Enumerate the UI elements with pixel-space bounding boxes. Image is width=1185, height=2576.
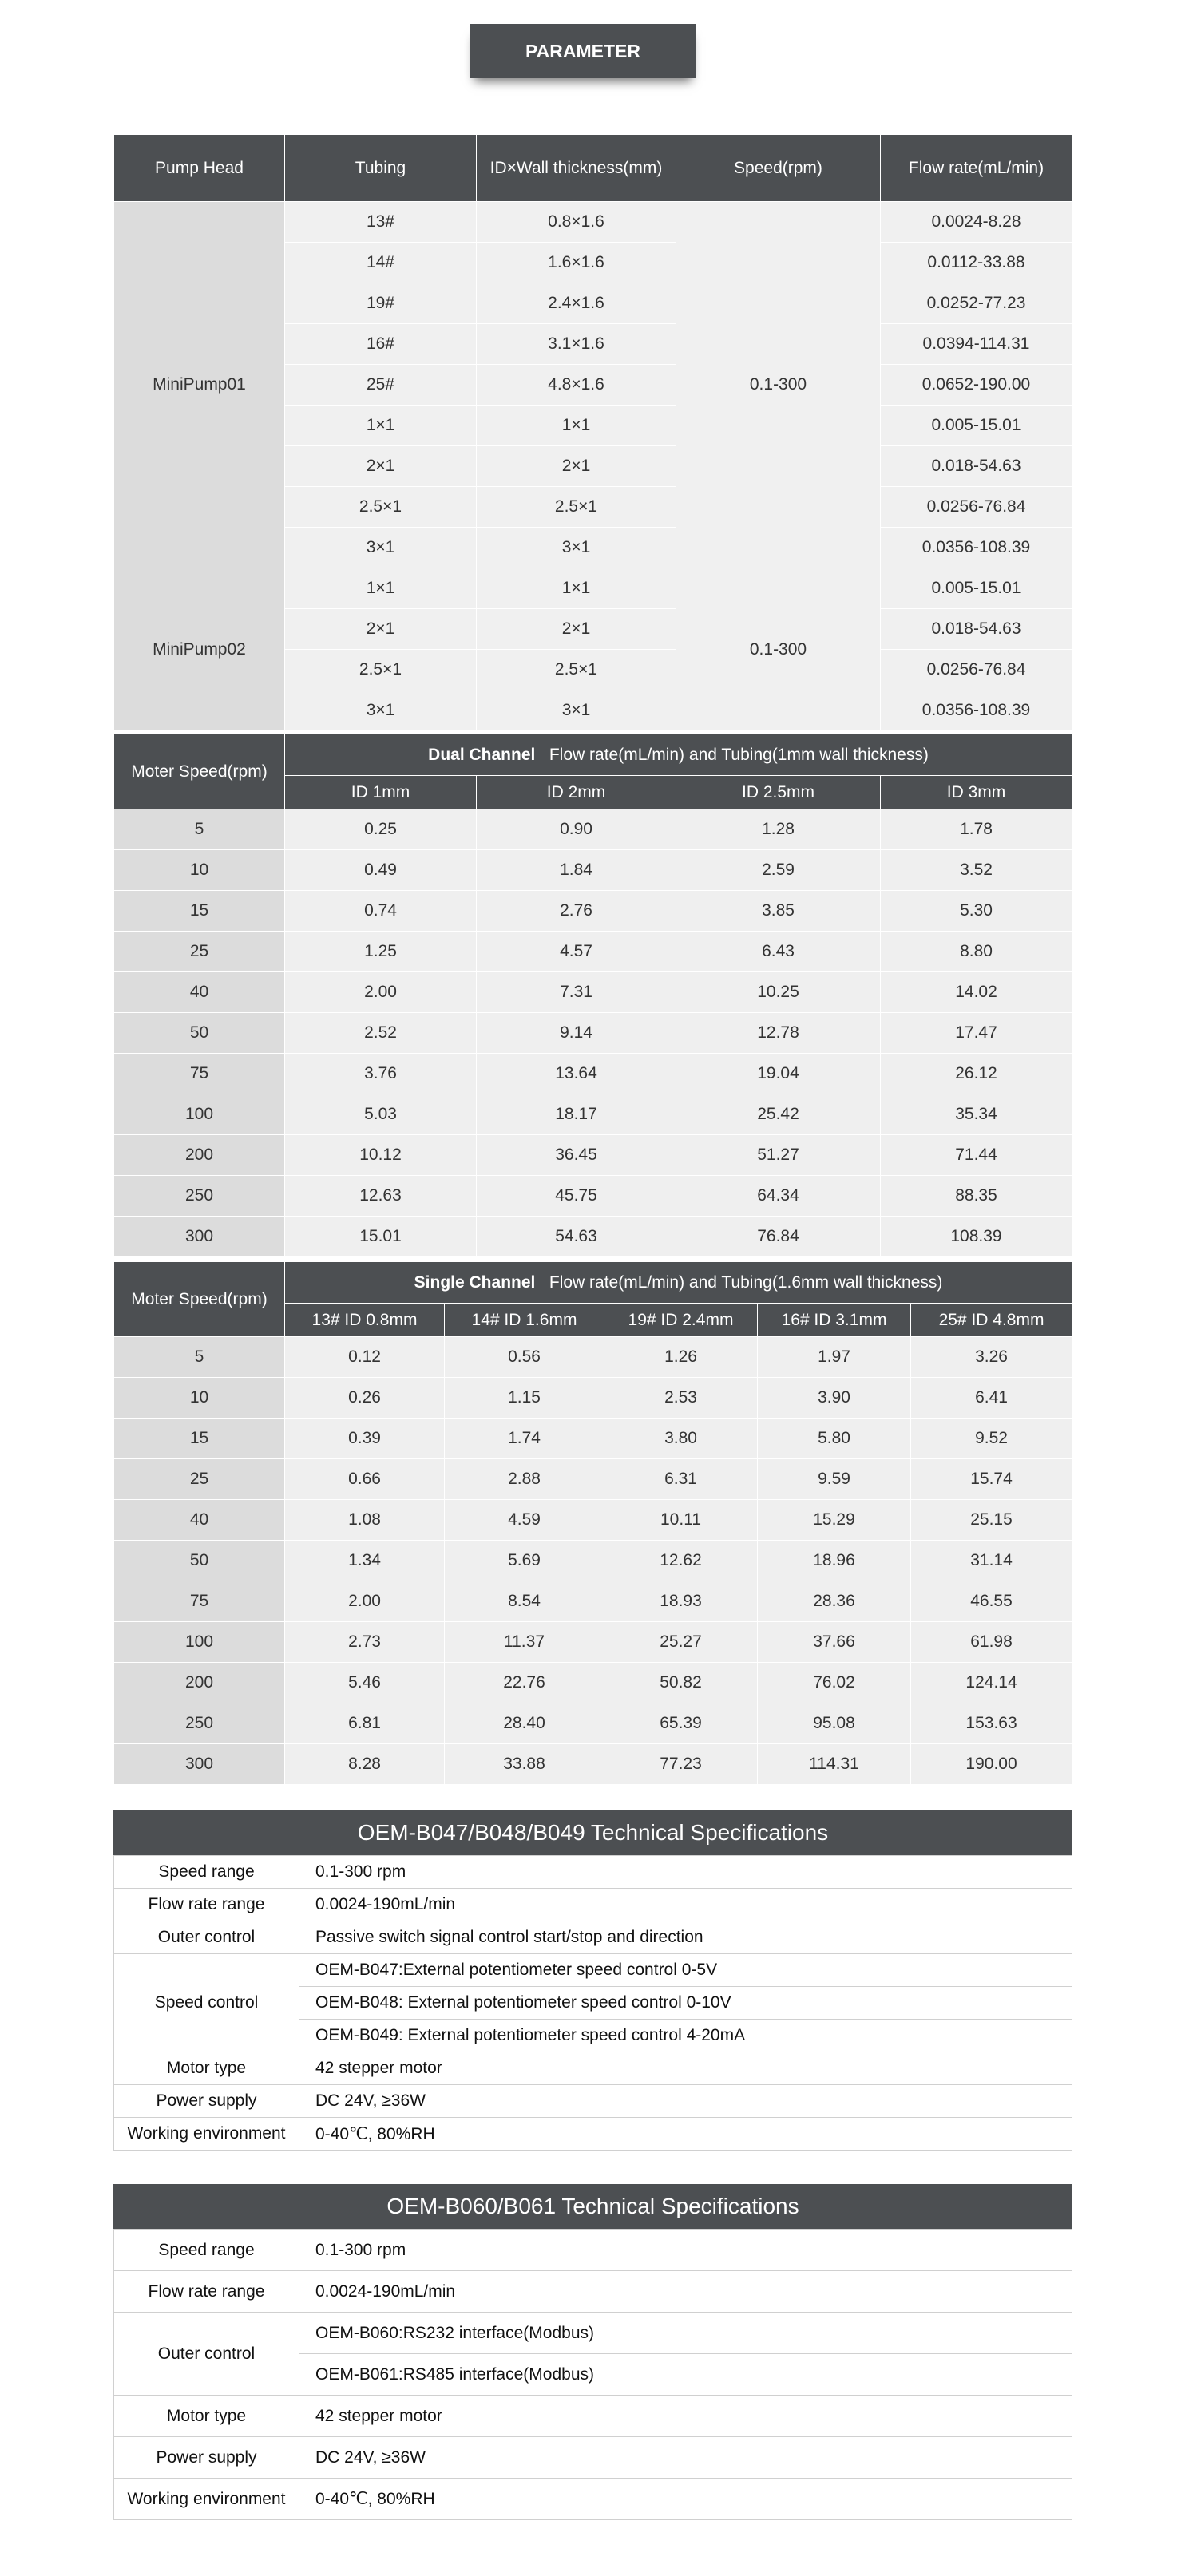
table-row: [114, 1094, 1072, 1135]
flow-rate-cell: 5.30: [881, 891, 1072, 932]
spec-value-speed-control-b049: OEM-B049: External potentiometer speed control 4-20mA: [299, 2020, 1072, 2052]
dimension-cell: 1×1: [477, 568, 676, 609]
header-tubing: Tubing: [285, 135, 477, 202]
flow-rate-cell: 12.62: [604, 1541, 758, 1581]
table-row: [114, 850, 1072, 891]
flow-rate-cell: 3.80: [604, 1419, 758, 1459]
table-row: [114, 1744, 1072, 1785]
flow-rate-cell: 0.25: [285, 809, 477, 850]
flow-rate-cell: 2.88: [445, 1459, 604, 1500]
dimension-cell: 3×1: [477, 690, 676, 731]
motor-speed-cell: 250: [114, 1703, 285, 1744]
flow-rate-cell: 18.17: [477, 1094, 676, 1135]
spec-label-outer-control: Outer control: [114, 2313, 299, 2396]
spec-value-motor-type: 42 stepper motor: [299, 2052, 1072, 2085]
flow-rate-cell: 15.29: [758, 1500, 911, 1541]
flow-rate-cell: 3.26: [911, 1337, 1072, 1378]
motor-speed-cell: 75: [114, 1054, 285, 1094]
flow-rate-cell: 15.74: [911, 1459, 1072, 1500]
motor-speed-cell: 15: [114, 1419, 285, 1459]
header-flow-rate: Flow rate(mL/min): [881, 135, 1072, 202]
flow-rate-cell: 19.04: [676, 1054, 881, 1094]
spec-title: OEM-B047/B048/B049 Technical Specifications: [113, 1810, 1072, 1855]
spec-label-working-environment: Working environment: [114, 2479, 299, 2520]
spec-value-outer-control-b061: OEM-B061:RS485 interface(Modbus): [299, 2354, 1072, 2396]
flow-rate-cell: 64.34: [676, 1176, 881, 1217]
tubing-cell: 2.5×1: [285, 487, 477, 528]
spec-label-speed-range: Speed range: [114, 2230, 299, 2271]
pump-head-name: MiniPump01: [114, 202, 285, 568]
motor-speed-cell: 200: [114, 1135, 285, 1176]
spec-label-flow-range: Flow rate range: [114, 2271, 299, 2313]
channel-description: Flow rate(mL/min) and Tubing(1.6mm wall thickness): [549, 1272, 943, 1292]
flow-rate-cell: 2.00: [285, 972, 477, 1013]
spec-value-speed-control-b048: OEM-B048: External potentiometer speed control 0-10V: [299, 1987, 1072, 2020]
flow-rate-cell: 3.85: [676, 891, 881, 932]
flow-rate-cell: 190.00: [911, 1744, 1072, 1785]
flow-rate-cell: 45.75: [477, 1176, 676, 1217]
dual-channel-table: [113, 734, 1072, 1257]
flow-rate-cell: 13.64: [477, 1054, 676, 1094]
column-header: 14# ID 1.6mm: [445, 1304, 604, 1337]
tubing-cell: 14#: [285, 243, 477, 283]
motor-speed-cell: 300: [114, 1217, 285, 1257]
flow-rate-cell: 0.12: [285, 1337, 445, 1378]
flow-rate-cell: 15.01: [285, 1217, 477, 1257]
motor-speed-cell: 25: [114, 932, 285, 972]
flow-rate-cell: 25.27: [604, 1622, 758, 1663]
spec-value-flow-range: 0.0024-190mL/min: [299, 1889, 1072, 1921]
pump-head-name: MiniPump02: [114, 568, 285, 731]
table-row: [114, 1581, 1072, 1622]
flow-rate-cell: 3.90: [758, 1378, 911, 1419]
motor-speed-cell: 100: [114, 1622, 285, 1663]
flow-rate-cell: 88.35: [881, 1176, 1072, 1217]
dimension-cell: 1.6×1.6: [477, 243, 676, 283]
channel-label: Single Channel: [414, 1272, 536, 1292]
flow-rate-cell: 51.27: [676, 1135, 881, 1176]
flow-rate-cell: 0.74: [285, 891, 477, 932]
motor-speed-cell: 40: [114, 1500, 285, 1541]
column-header: 25# ID 4.8mm: [911, 1304, 1072, 1337]
flow-rate-cell: 5.69: [445, 1541, 604, 1581]
flow-rate-cell: 1.26: [604, 1337, 758, 1378]
table-row: [114, 1541, 1072, 1581]
flow-rate-cell: 1.78: [881, 809, 1072, 850]
flow-rate-cell: 10.11: [604, 1500, 758, 1541]
pump-head-table: [113, 134, 1072, 731]
flow-rate-cell: 2.52: [285, 1013, 477, 1054]
tubing-cell: 3×1: [285, 528, 477, 568]
flow-rate-cell: 11.37: [445, 1622, 604, 1663]
motor-speed-cell: 200: [114, 1663, 285, 1703]
table-row: [114, 1378, 1072, 1419]
flow-rate-cell: 0.0256-76.84: [881, 487, 1072, 528]
flow-rate-cell: 17.47: [881, 1013, 1072, 1054]
motor-speed-cell: 40: [114, 972, 285, 1013]
tubing-cell: 2.5×1: [285, 650, 477, 690]
spec-value-speed-control-b047: OEM-B047:External potentiometer speed control 0-5V: [299, 1954, 1072, 1987]
motor-speed-cell: 100: [114, 1094, 285, 1135]
flow-rate-cell: 35.34: [881, 1094, 1072, 1135]
flow-rate-cell: 2.76: [477, 891, 676, 932]
spec-title: OEM-B060/B061 Technical Specifications: [113, 2184, 1072, 2229]
flow-rate-cell: 65.39: [604, 1703, 758, 1744]
spec-label-motor-type: Motor type: [114, 2052, 299, 2085]
flow-rate-cell: 0.005-15.01: [881, 568, 1072, 609]
dimension-cell: 1×1: [477, 406, 676, 446]
flow-rate-cell: 5.03: [285, 1094, 477, 1135]
flow-rate-cell: 10.25: [676, 972, 881, 1013]
table-row: [114, 1013, 1072, 1054]
flow-rate-cell: 61.98: [911, 1622, 1072, 1663]
flow-rate-cell: 0.66: [285, 1459, 445, 1500]
dimension-cell: 2.5×1: [477, 650, 676, 690]
single-channel-title: [285, 1262, 1072, 1304]
dimension-cell: 3.1×1.6: [477, 324, 676, 365]
tubing-cell: 1×1: [285, 406, 477, 446]
flow-rate-cell: 22.76: [445, 1663, 604, 1703]
flow-rate-cell: 7.31: [477, 972, 676, 1013]
table-row: [114, 1703, 1072, 1744]
flow-rate-cell: 108.39: [881, 1217, 1072, 1257]
spec-label-outer-control: Outer control: [114, 1921, 299, 1954]
flow-rate-cell: 0.0252-77.23: [881, 283, 1072, 324]
table-row: [114, 891, 1072, 932]
flow-rate-cell: 1.08: [285, 1500, 445, 1541]
flow-rate-cell: 6.41: [911, 1378, 1072, 1419]
flow-rate-cell: 9.14: [477, 1013, 676, 1054]
flow-rate-cell: 1.34: [285, 1541, 445, 1581]
flow-rate-cell: 4.59: [445, 1500, 604, 1541]
motor-speed-cell: 10: [114, 850, 285, 891]
motor-speed-header: Moter Speed(rpm): [114, 1262, 285, 1337]
spec-value-working-environment: 0-40℃, 80%RH: [299, 2479, 1072, 2520]
spec-label-motor-type: Motor type: [114, 2396, 299, 2437]
table-row: [114, 972, 1072, 1013]
flow-rate-cell: 76.02: [758, 1663, 911, 1703]
dimension-cell: 2.5×1: [477, 487, 676, 528]
table-row: [114, 1337, 1072, 1378]
flow-rate-cell: 0.90: [477, 809, 676, 850]
speed-cell: 0.1-300: [676, 568, 881, 731]
spec-value-outer-control: Passive switch signal control start/stop and direction: [299, 1921, 1072, 1954]
flow-rate-cell: 0.0394-114.31: [881, 324, 1072, 365]
spec-table-b060-b061: [113, 2184, 1072, 2520]
dimension-cell: 2.4×1.6: [477, 283, 676, 324]
spec-label-speed-control: Speed control: [114, 1954, 299, 2052]
flow-rate-cell: 12.63: [285, 1176, 477, 1217]
dimension-cell: 2×1: [477, 609, 676, 650]
flow-rate-cell: 25.15: [911, 1500, 1072, 1541]
flow-rate-cell: 0.018-54.63: [881, 446, 1072, 487]
flow-rate-cell: 0.0356-108.39: [881, 690, 1072, 731]
flow-rate-cell: 1.25: [285, 932, 477, 972]
flow-rate-cell: 33.88: [445, 1744, 604, 1785]
motor-speed-cell: 15: [114, 891, 285, 932]
header-pump-head: Pump Head: [114, 135, 285, 202]
header-speed: Speed(rpm): [676, 135, 881, 202]
flow-rate-cell: 1.97: [758, 1337, 911, 1378]
spec-value-speed-range: 0.1-300 rpm: [299, 1856, 1072, 1889]
flow-rate-cell: 9.52: [911, 1419, 1072, 1459]
motor-speed-cell: 50: [114, 1013, 285, 1054]
spec-label-working-environment: Working environment: [114, 2118, 299, 2151]
spec-label-flow-range: Flow rate range: [114, 1889, 299, 1921]
spec-value-power-supply: DC 24V, ≥36W: [299, 2437, 1072, 2479]
flow-rate-cell: 0.56: [445, 1337, 604, 1378]
flow-rate-cell: 0.26: [285, 1378, 445, 1419]
flow-rate-cell: 0.018-54.63: [881, 609, 1072, 650]
flow-rate-cell: 0.0024-8.28: [881, 202, 1072, 243]
column-header: 16# ID 3.1mm: [758, 1304, 911, 1337]
motor-speed-cell: 10: [114, 1378, 285, 1419]
spec-value-working-environment: 0-40℃, 80%RH: [299, 2118, 1072, 2151]
spec-value-power-supply: DC 24V, ≥36W: [299, 2085, 1072, 2118]
flow-rate-cell: 6.43: [676, 932, 881, 972]
column-header: ID 1mm: [285, 776, 477, 809]
flow-rate-cell: 36.45: [477, 1135, 676, 1176]
tubing-cell: 2×1: [285, 609, 477, 650]
flow-rate-cell: 9.59: [758, 1459, 911, 1500]
tubing-cell: 19#: [285, 283, 477, 324]
header-id-wall: ID×Wall thickness(mm): [477, 135, 676, 202]
flow-rate-cell: 18.93: [604, 1581, 758, 1622]
flow-rate-cell: 14.02: [881, 972, 1072, 1013]
spec-label-speed-range: Speed range: [114, 1856, 299, 1889]
flow-rate-cell: 0.0112-33.88: [881, 243, 1072, 283]
parameter-heading: PARAMETER: [470, 24, 696, 78]
column-header: ID 2mm: [477, 776, 676, 809]
spec-label-power-supply: Power supply: [114, 2437, 299, 2479]
table-row: [114, 1622, 1072, 1663]
flow-rate-cell: 95.08: [758, 1703, 911, 1744]
tubing-cell: 3×1: [285, 690, 477, 731]
flow-rate-cell: 50.82: [604, 1663, 758, 1703]
table-row: [114, 809, 1072, 850]
table-row: [114, 1135, 1072, 1176]
table-row: [114, 1459, 1072, 1500]
tubing-cell: 2×1: [285, 446, 477, 487]
column-header: ID 2.5mm: [676, 776, 881, 809]
table-row: [114, 1663, 1072, 1703]
table-row: [114, 1217, 1072, 1257]
tubing-cell: 13#: [285, 202, 477, 243]
motor-speed-cell: 300: [114, 1744, 285, 1785]
flow-rate-cell: 31.14: [911, 1541, 1072, 1581]
table-row: [114, 1054, 1072, 1094]
flow-rate-cell: 18.96: [758, 1541, 911, 1581]
spec-value-outer-control-b060: OEM-B060:RS232 interface(Modbus): [299, 2313, 1072, 2354]
spec-label-power-supply: Power supply: [114, 2085, 299, 2118]
flow-rate-cell: 54.63: [477, 1217, 676, 1257]
tubing-cell: 16#: [285, 324, 477, 365]
motor-speed-cell: 75: [114, 1581, 285, 1622]
flow-rate-cell: 6.81: [285, 1703, 445, 1744]
dimension-cell: 4.8×1.6: [477, 365, 676, 406]
dimension-cell: 3×1: [477, 528, 676, 568]
flow-rate-cell: 8.28: [285, 1744, 445, 1785]
flow-rate-cell: 8.54: [445, 1581, 604, 1622]
table-row: [114, 1500, 1072, 1541]
flow-rate-cell: 0.49: [285, 850, 477, 891]
flow-rate-cell: 4.57: [477, 932, 676, 972]
flow-rate-cell: 71.44: [881, 1135, 1072, 1176]
flow-rate-cell: 2.53: [604, 1378, 758, 1419]
single-channel-table: [113, 1261, 1072, 1785]
tubing-cell: 25#: [285, 365, 477, 406]
spec-value-flow-range: 0.0024-190mL/min: [299, 2271, 1072, 2313]
motor-speed-cell: 250: [114, 1176, 285, 1217]
flow-rate-cell: 3.76: [285, 1054, 477, 1094]
flow-rate-cell: 26.12: [881, 1054, 1072, 1094]
table-row: [114, 1419, 1072, 1459]
flow-rate-cell: 0.0356-108.39: [881, 528, 1072, 568]
flow-rate-cell: 76.84: [676, 1217, 881, 1257]
motor-speed-cell: 50: [114, 1541, 285, 1581]
flow-rate-cell: 124.14: [911, 1663, 1072, 1703]
flow-rate-cell: 8.80: [881, 932, 1072, 972]
flow-rate-cell: 28.36: [758, 1581, 911, 1622]
flow-rate-cell: 1.28: [676, 809, 881, 850]
channel-label: Dual Channel: [428, 745, 536, 764]
flow-rate-cell: 2.59: [676, 850, 881, 891]
flow-rate-cell: 114.31: [758, 1744, 911, 1785]
flow-rate-cell: 12.78: [676, 1013, 881, 1054]
column-header: ID 3mm: [881, 776, 1072, 809]
flow-rate-cell: 0.39: [285, 1419, 445, 1459]
motor-speed-cell: 5: [114, 809, 285, 850]
spec-value-speed-range: 0.1-300 rpm: [299, 2230, 1072, 2271]
table-row: [114, 202, 1072, 243]
dual-channel-title: [285, 734, 1072, 776]
flow-rate-cell: 28.40: [445, 1703, 604, 1744]
table-row: [114, 1176, 1072, 1217]
column-header: 19# ID 2.4mm: [604, 1304, 758, 1337]
motor-speed-cell: 25: [114, 1459, 285, 1500]
flow-rate-cell: 5.80: [758, 1419, 911, 1459]
flow-rate-cell: 10.12: [285, 1135, 477, 1176]
speed-cell: 0.1-300: [676, 202, 881, 568]
flow-rate-cell: 0.0652-190.00: [881, 365, 1072, 406]
flow-rate-cell: 5.46: [285, 1663, 445, 1703]
dimension-cell: 2×1: [477, 446, 676, 487]
flow-rate-cell: 0.0256-76.84: [881, 650, 1072, 690]
flow-rate-cell: 153.63: [911, 1703, 1072, 1744]
flow-rate-cell: 2.00: [285, 1581, 445, 1622]
channel-description: Flow rate(mL/min) and Tubing(1mm wall thickness): [549, 745, 929, 764]
flow-rate-cell: 37.66: [758, 1622, 911, 1663]
flow-rate-cell: 1.15: [445, 1378, 604, 1419]
motor-speed-cell: 5: [114, 1337, 285, 1378]
table-row: [114, 932, 1072, 972]
spec-value-motor-type: 42 stepper motor: [299, 2396, 1072, 2437]
flow-rate-cell: 1.74: [445, 1419, 604, 1459]
flow-rate-cell: 2.73: [285, 1622, 445, 1663]
flow-rate-cell: 1.84: [477, 850, 676, 891]
flow-rate-cell: 6.31: [604, 1459, 758, 1500]
table-row: [114, 568, 1072, 609]
flow-rate-cell: 3.52: [881, 850, 1072, 891]
motor-speed-header: Moter Speed(rpm): [114, 734, 285, 809]
flow-rate-cell: 46.55: [911, 1581, 1072, 1622]
flow-rate-cell: 77.23: [604, 1744, 758, 1785]
spec-table-b047-b049: [113, 1810, 1072, 2151]
flow-rate-cell: 0.005-15.01: [881, 406, 1072, 446]
flow-rate-cell: 25.42: [676, 1094, 881, 1135]
tubing-cell: 1×1: [285, 568, 477, 609]
dimension-cell: 0.8×1.6: [477, 202, 676, 243]
column-header: 13# ID 0.8mm: [285, 1304, 445, 1337]
